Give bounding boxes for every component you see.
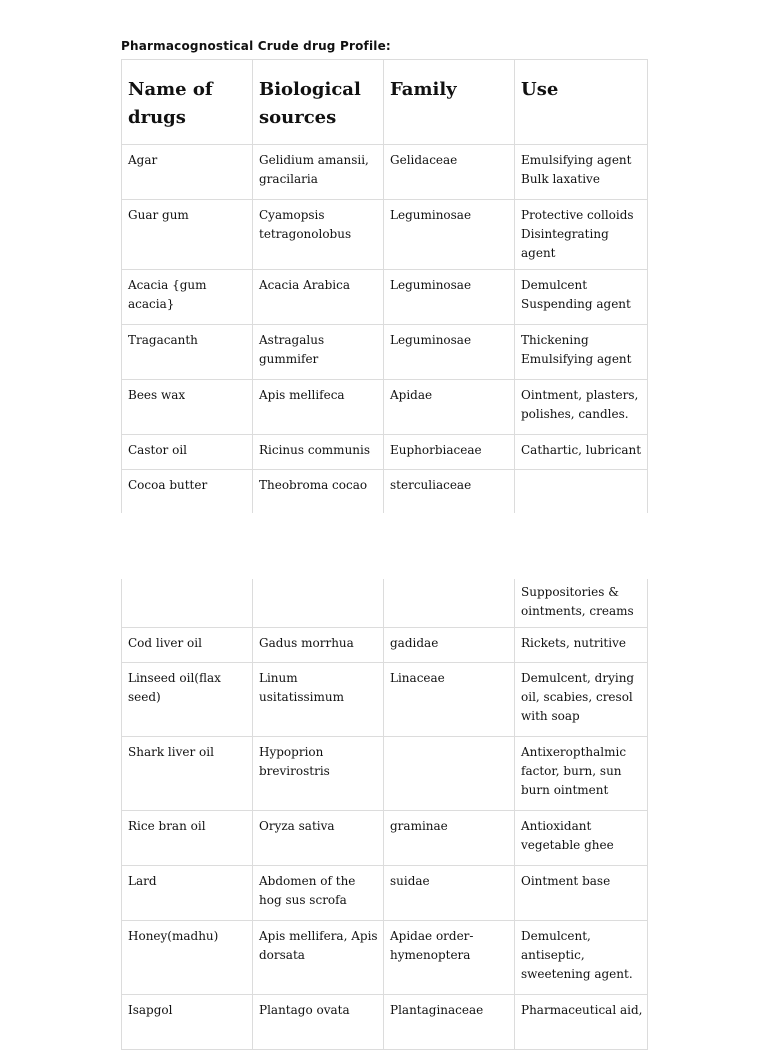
use-line: Suppositories & ointments, creams [521, 585, 634, 618]
use-line: Protective colloids [521, 208, 634, 222]
cell-drug-name: Cocoa butter [122, 470, 253, 514]
cell-use [515, 435, 648, 470]
cell-use [515, 737, 648, 811]
header-name: Name of drugs [122, 60, 253, 145]
cell-drug-name: Shark liver oil [122, 737, 253, 811]
cell-drug-name: Acacia {gum acacia} [122, 270, 253, 325]
table-row [122, 663, 648, 737]
cell-use [515, 663, 648, 737]
use-line: Disintegrating agent [521, 227, 609, 260]
cell-drug-name: Cod liver oil [122, 628, 253, 663]
cell-family: sterculiaceae [384, 470, 515, 514]
use-line: Cathartic, lubricant [521, 443, 642, 457]
cell-use [515, 470, 648, 514]
cell-family: Linaceae [384, 663, 515, 737]
cell-biological-source: Apis mellifera, Apis dorsata [253, 921, 384, 995]
use-line: Demulcent [521, 278, 588, 292]
cell-drug-name: Isapgol [122, 995, 253, 1050]
cell-drug-name: Agar [122, 145, 253, 200]
cell-use [515, 866, 648, 921]
use-line: Demulcent, antiseptic, sweetening agent. [521, 929, 633, 981]
table-row [122, 380, 648, 435]
cell-family: Apidae [384, 380, 515, 435]
cell-drug-name: Guar gum [122, 200, 253, 270]
drug-profile-table [121, 59, 648, 513]
use-line: Rickets, nutritive [521, 636, 626, 650]
page-title: Pharmacognostical Crude drug Profile: [121, 39, 391, 53]
cell-biological-source: Linum usitatissimum [253, 663, 384, 737]
cell-family: Gelidaceae [384, 145, 515, 200]
cell-use [515, 811, 648, 866]
cell-drug-name: Linseed oil(flax seed) [122, 663, 253, 737]
cell-family [384, 737, 515, 811]
cell-family: gadidae [384, 628, 515, 663]
cell-biological-source: Apis mellifeca [253, 380, 384, 435]
header-source: Biological sources [253, 60, 384, 145]
cell-drug-name: Honey(madhu) [122, 921, 253, 995]
cell-biological-source: Hypoprion brevirostris [253, 737, 384, 811]
cell-family: Leguminosae [384, 325, 515, 380]
cell-drug-name: Tragacanth [122, 325, 253, 380]
table-row [122, 270, 648, 325]
cell-biological-source: Oryza sativa [253, 811, 384, 866]
cell-drug-name: Rice bran oil [122, 811, 253, 866]
use-line: Thickening [521, 333, 589, 347]
header-row [122, 60, 648, 145]
use-line: Demulcent, drying oil, scabies, cresol with soap [521, 671, 635, 723]
use-line: Antixeropthalmic factor, burn, sun burn ointment [521, 745, 627, 797]
cell-drug-name: Lard [122, 866, 253, 921]
cell-family: Apidae order-hymenoptera [384, 921, 515, 995]
table-row [122, 921, 648, 995]
cell-biological-source [253, 579, 384, 628]
cell-use [515, 628, 648, 663]
use-line: Ointment, plasters, polishes, candles. [521, 388, 639, 421]
table-row [122, 470, 648, 514]
cell-family: Euphorbiaceae [384, 435, 515, 470]
cell-family: Leguminosae [384, 200, 515, 270]
cell-biological-source: Cyamopsis tetragonolobus [253, 200, 384, 270]
cell-family [384, 579, 515, 628]
table-row [122, 145, 648, 200]
use-line: Bulk laxative [521, 172, 600, 186]
cell-use [515, 325, 648, 380]
table-row [122, 737, 648, 811]
cell-use [515, 579, 648, 628]
cell-biological-source: Gadus morrhua [253, 628, 384, 663]
cell-use [515, 200, 648, 270]
cell-use [515, 145, 648, 200]
table-row [122, 325, 648, 380]
use-line: Suspending agent [521, 297, 631, 311]
table-row [122, 579, 648, 628]
table-row [122, 200, 648, 270]
cell-use [515, 380, 648, 435]
cell-biological-source: Abdomen of the hog sus scrofa [253, 866, 384, 921]
table-row [122, 866, 648, 921]
cell-biological-source: Astragalus gummifer [253, 325, 384, 380]
cell-family: Plantaginaceae [384, 995, 515, 1050]
table-row [122, 628, 648, 663]
cell-drug-name [122, 579, 253, 628]
cell-use [515, 921, 648, 995]
table-row [122, 811, 648, 866]
table-row [122, 435, 648, 470]
cell-biological-source: Plantago ovata [253, 995, 384, 1050]
cell-biological-source: Gelidium amansii, gracilaria [253, 145, 384, 200]
cell-use [515, 270, 648, 325]
use-line: Ointment base [521, 874, 611, 888]
cell-drug-name: Castor oil [122, 435, 253, 470]
table-row [122, 995, 648, 1050]
header-use: Use [515, 60, 648, 145]
header-family: Family [384, 60, 515, 145]
cell-biological-source: Acacia Arabica [253, 270, 384, 325]
cell-drug-name: Bees wax [122, 380, 253, 435]
cell-family: graminae [384, 811, 515, 866]
drug-profile-table-continued [121, 579, 648, 1050]
use-line: Pharmaceutical aid, [521, 1003, 643, 1017]
cell-family: suidae [384, 866, 515, 921]
cell-biological-source: Theobroma cocao [253, 470, 384, 514]
use-line: Emulsifying agent [521, 352, 632, 366]
cell-biological-source: Ricinus communis [253, 435, 384, 470]
cell-use [515, 995, 648, 1050]
cell-family: Leguminosae [384, 270, 515, 325]
use-line: Antioxidant vegetable ghee [521, 819, 614, 852]
use-line: Emulsifying agent [521, 153, 632, 167]
